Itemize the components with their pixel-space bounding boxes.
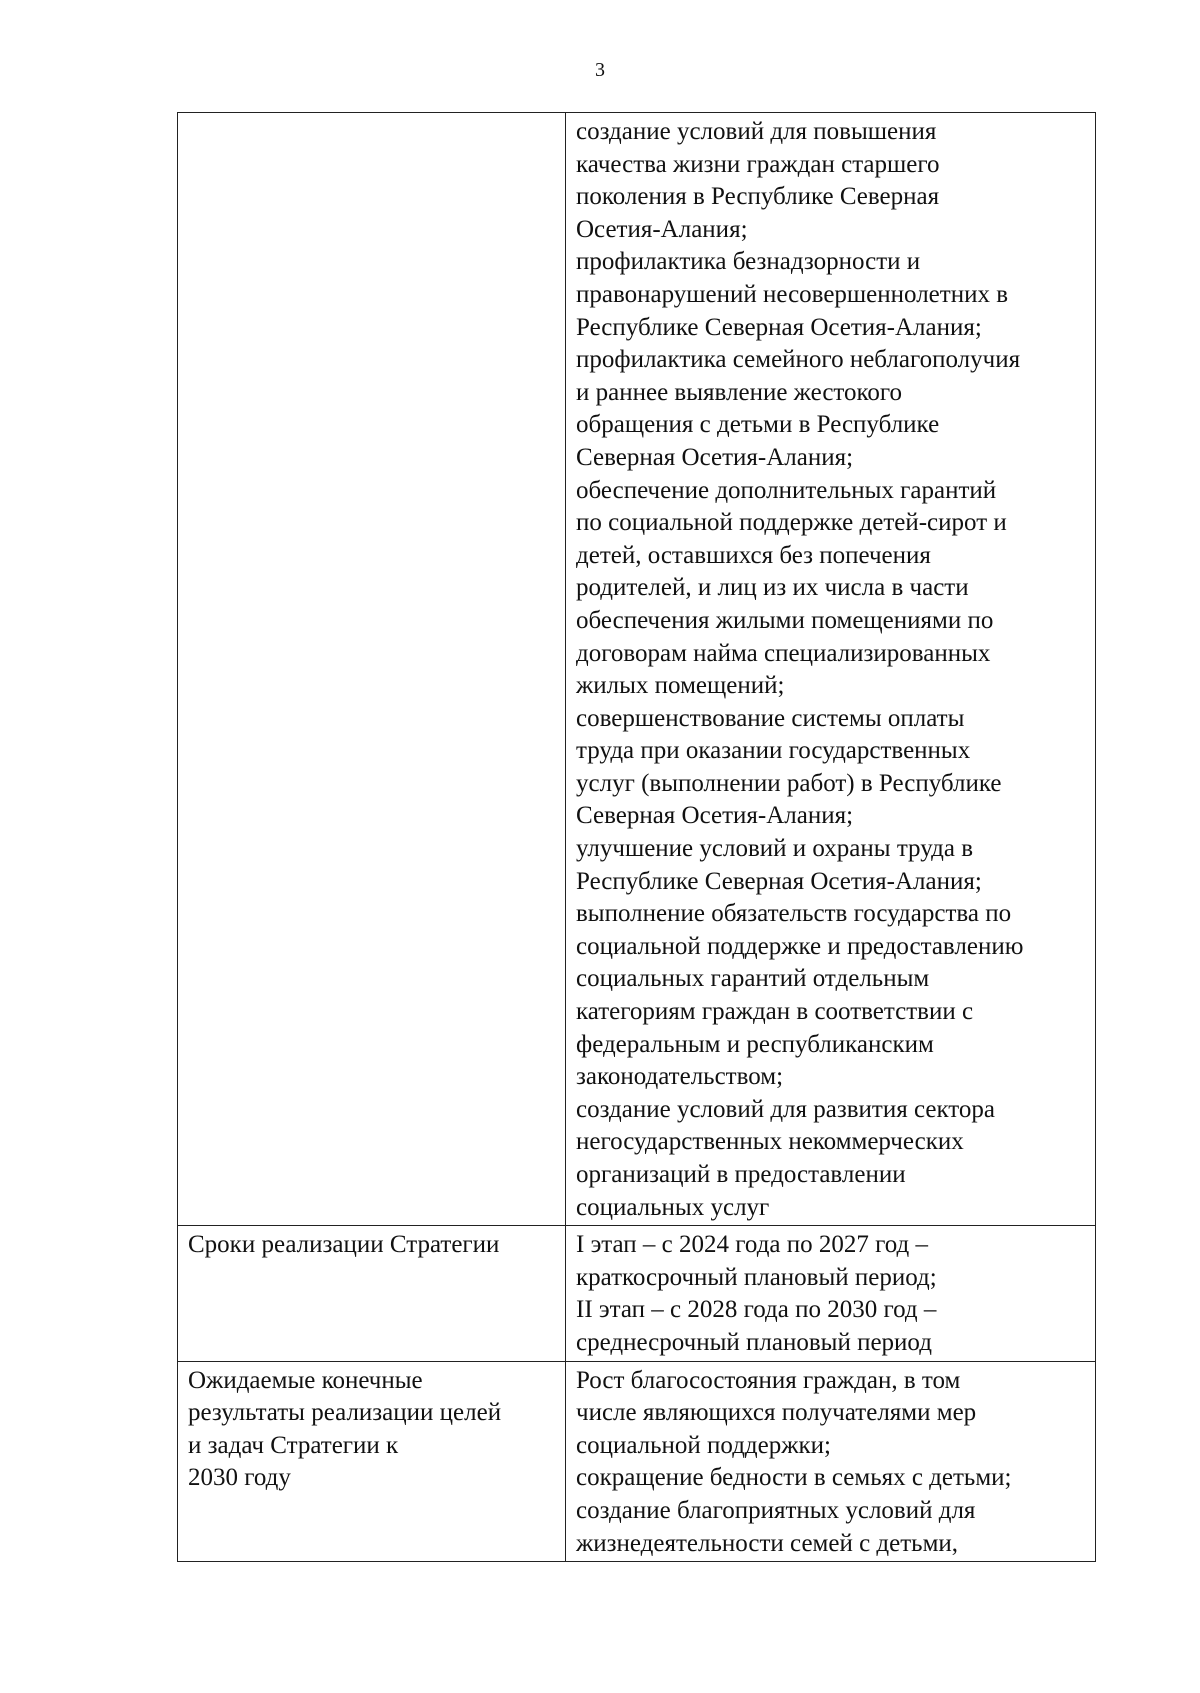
value-line: профилактика семейного неблагополучия	[576, 346, 1021, 374]
label-line: результаты реализации целей	[188, 1399, 502, 1427]
value-line: негосударственных некоммерческих	[576, 1128, 964, 1156]
value-line: правонарушений несовершеннолетних в	[576, 280, 1009, 308]
page-number: 3	[595, 59, 605, 81]
value-line: среднесрочный плановый период	[576, 1328, 932, 1356]
value-line: краткосрочный плановый период;	[576, 1263, 937, 1291]
value-line: социальных услуг	[576, 1193, 770, 1221]
label-line: и задач Стратегии к	[188, 1431, 399, 1459]
table-row	[178, 113, 1096, 1226]
value-line: Республике Северная Осетия-Алания;	[576, 313, 982, 341]
value-line: труда при оказании государственных	[576, 737, 971, 765]
value-line: услуг (выполнении работ) в Республике	[576, 769, 1002, 797]
row-value-cell	[566, 1361, 1096, 1562]
value-line: II этап – с 2028 года по 2030 год –	[576, 1296, 937, 1324]
row-value-cell	[566, 113, 1096, 1226]
value-line: федеральным и республиканским	[576, 1030, 934, 1058]
value-line: категориям граждан в соответствии с	[576, 998, 974, 1026]
value-line: создание условий для развития сектора	[576, 1095, 995, 1123]
table-row	[178, 1361, 1096, 1562]
row-label-cell	[178, 113, 566, 1226]
value-line: обеспечение дополнительных гарантий	[576, 476, 997, 504]
value-line: выполнение обязательств государства по	[576, 900, 1012, 928]
value-line: числе являющихся получателями мер	[576, 1399, 977, 1427]
value-line: родителей, и лиц из их числа в части	[576, 574, 969, 602]
label-line: Ожидаемые конечные	[188, 1366, 423, 1394]
value-line: законодательством;	[576, 1063, 784, 1091]
value-line: по социальной поддержке детей-сирот и	[576, 509, 1007, 537]
table-row	[178, 1226, 1096, 1361]
strategy-passport-table	[177, 112, 1096, 1562]
value-line: и раннее выявление жестокого	[576, 378, 903, 406]
value-line: детей, оставшихся без попечения	[576, 541, 931, 569]
value-line: создание благоприятных условий для	[576, 1496, 976, 1524]
row-value-cell	[566, 1226, 1096, 1361]
row-label-cell	[178, 1361, 566, 1562]
value-line: договорам найма специализированных	[576, 639, 991, 667]
value-line: социальной поддержки;	[576, 1431, 831, 1459]
row-label-cell	[178, 1226, 566, 1361]
value-line: Осетия-Алания;	[576, 215, 748, 243]
value-line: организаций в предоставлении	[576, 1161, 906, 1188]
value-line: Республике Северная Осетия-Алания;	[576, 867, 982, 895]
value-line: сокращение бедности в семьях с детьми;	[576, 1464, 1012, 1492]
value-line: обеспечения жилыми помещениями по	[576, 606, 994, 634]
value-line: улучшение условий и охраны труда в	[576, 835, 974, 863]
value-line: Рост благосостояния граждан, в том	[576, 1366, 961, 1394]
value-line: жилых помещений;	[576, 672, 785, 700]
value-line: I этап – с 2024 года по 2027 год –	[576, 1231, 929, 1259]
label-line: 2030 году	[188, 1464, 291, 1492]
label-line: Сроки реализации Стратегии	[188, 1231, 500, 1259]
value-line: социальных гарантий отдельным	[576, 965, 930, 993]
value-line: Северная Осетия-Алания;	[576, 802, 854, 830]
value-line: создание условий для повышения	[576, 118, 937, 145]
value-line: профилактика безнадзорности и	[576, 248, 921, 276]
value-line: социальной поддержке и предоставлению	[576, 932, 1024, 960]
table-body	[178, 113, 1096, 1562]
value-line: обращения с детьми в Республике	[576, 411, 940, 439]
value-line: жизнедеятельности семей с детьми,	[576, 1529, 959, 1557]
value-line: совершенствование системы оплаты	[576, 704, 965, 732]
value-line: качества жизни граждан старшего	[576, 150, 940, 178]
value-line: поколения в Республике Северная	[576, 183, 940, 211]
value-line: Северная Осетия-Алания;	[576, 443, 854, 471]
